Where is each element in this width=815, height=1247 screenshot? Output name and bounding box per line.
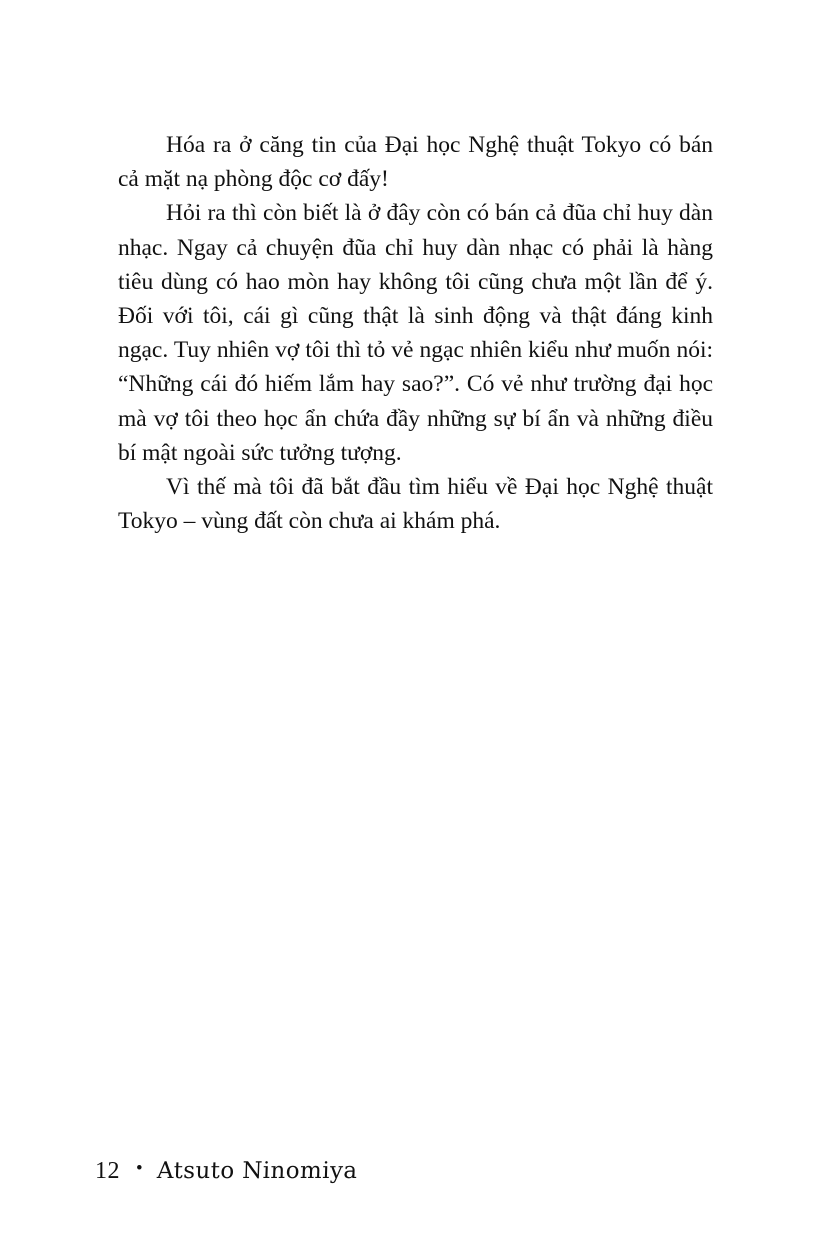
paragraph-3: Vì thế mà tôi đã bắt đầu tìm hiểu về Đại học Nghệ thuật Tokyo – vùng đất còn chưa ai khám phá. xyxy=(118,473,713,535)
author-name: Atsuto Ninomiya xyxy=(156,1158,358,1184)
page-footer xyxy=(95,1158,357,1185)
page-number: 12 xyxy=(95,1158,120,1184)
paragraph-2: Hỏi ra thì còn biết là ở đây còn có bán cả đũa chỉ huy dàn nhạc. Ngay cả chuyện đũa chỉ huy dàn nhạc có phải là hàng tiêu dùng có hao mòn hay không tôi cũng chưa một lần để ý. Đối với tôi, cái gì cũng thật là sinh động và thật đáng kinh ngạc. Tuy nhiên vợ tôi thì tỏ vẻ ngạc nhiên kiểu như muốn nói: “Những cái đó hiếm lắm hay sao?”. Có vẻ như trường đại học mà vợ tôi theo học ẩn chứa đầy những sự bí ẩn và những điều bí mật ngoài sức tưởng tượng. xyxy=(118,200,713,466)
body-text xyxy=(118,128,713,538)
paragraph-1: Hóa ra ở căng tin của Đại học Nghệ thuật Tokyo có bán cả mặt nạ phòng độc cơ đấy! xyxy=(118,132,713,193)
bullet-icon: • xyxy=(136,1158,143,1179)
